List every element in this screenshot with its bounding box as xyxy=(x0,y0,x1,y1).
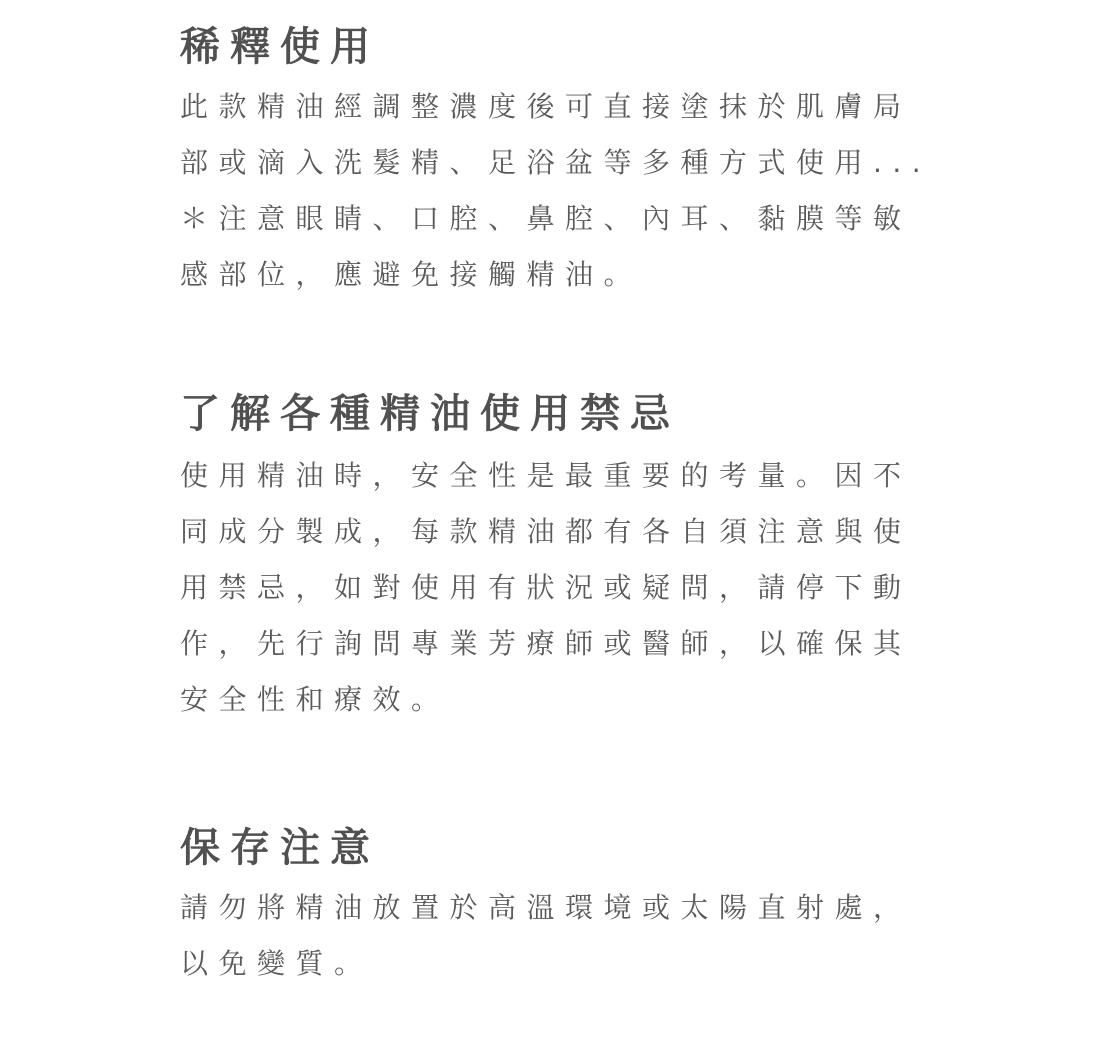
section-body xyxy=(180,880,912,992)
body-line: 作，先行詢問專業芳療師或醫師，以確保其 xyxy=(180,627,912,660)
section-contraindications xyxy=(180,390,912,728)
body-line: 安全性和療效。 xyxy=(180,683,450,716)
section-storage-notes xyxy=(180,824,912,992)
body-line: 感部位，應避免接觸精油。 xyxy=(180,258,643,291)
body-line: ＊注意眼睛、口腔、鼻腔、內耳、黏膜等敏 xyxy=(180,202,912,235)
body-line: 使用精油時，安全性是最重要的考量。因不 xyxy=(180,459,912,492)
body-line: 請勿將精油放置於高溫環境或太陽直射處， xyxy=(180,891,912,924)
section-body xyxy=(180,448,912,728)
section-body xyxy=(180,79,931,303)
body-line: 此款精油經調整濃度後可直接塗抹於肌膚局 xyxy=(180,90,912,123)
body-line: 以免變質。 xyxy=(180,947,373,980)
section-title: 保存注意 xyxy=(180,825,380,871)
section-title: 了解各種精油使用禁忌 xyxy=(180,391,680,437)
section-title: 稀釋使用 xyxy=(180,24,380,70)
body-line: 同成分製成，每款精油都有各自須注意與使 xyxy=(180,515,912,548)
body-line: 部或滴入洗髮精、足浴盆等多種方式使用... xyxy=(180,146,932,179)
section-dilution-usage xyxy=(180,23,931,303)
body-line: 用禁忌，如對使用有狀況或疑問，請停下動 xyxy=(180,571,912,604)
